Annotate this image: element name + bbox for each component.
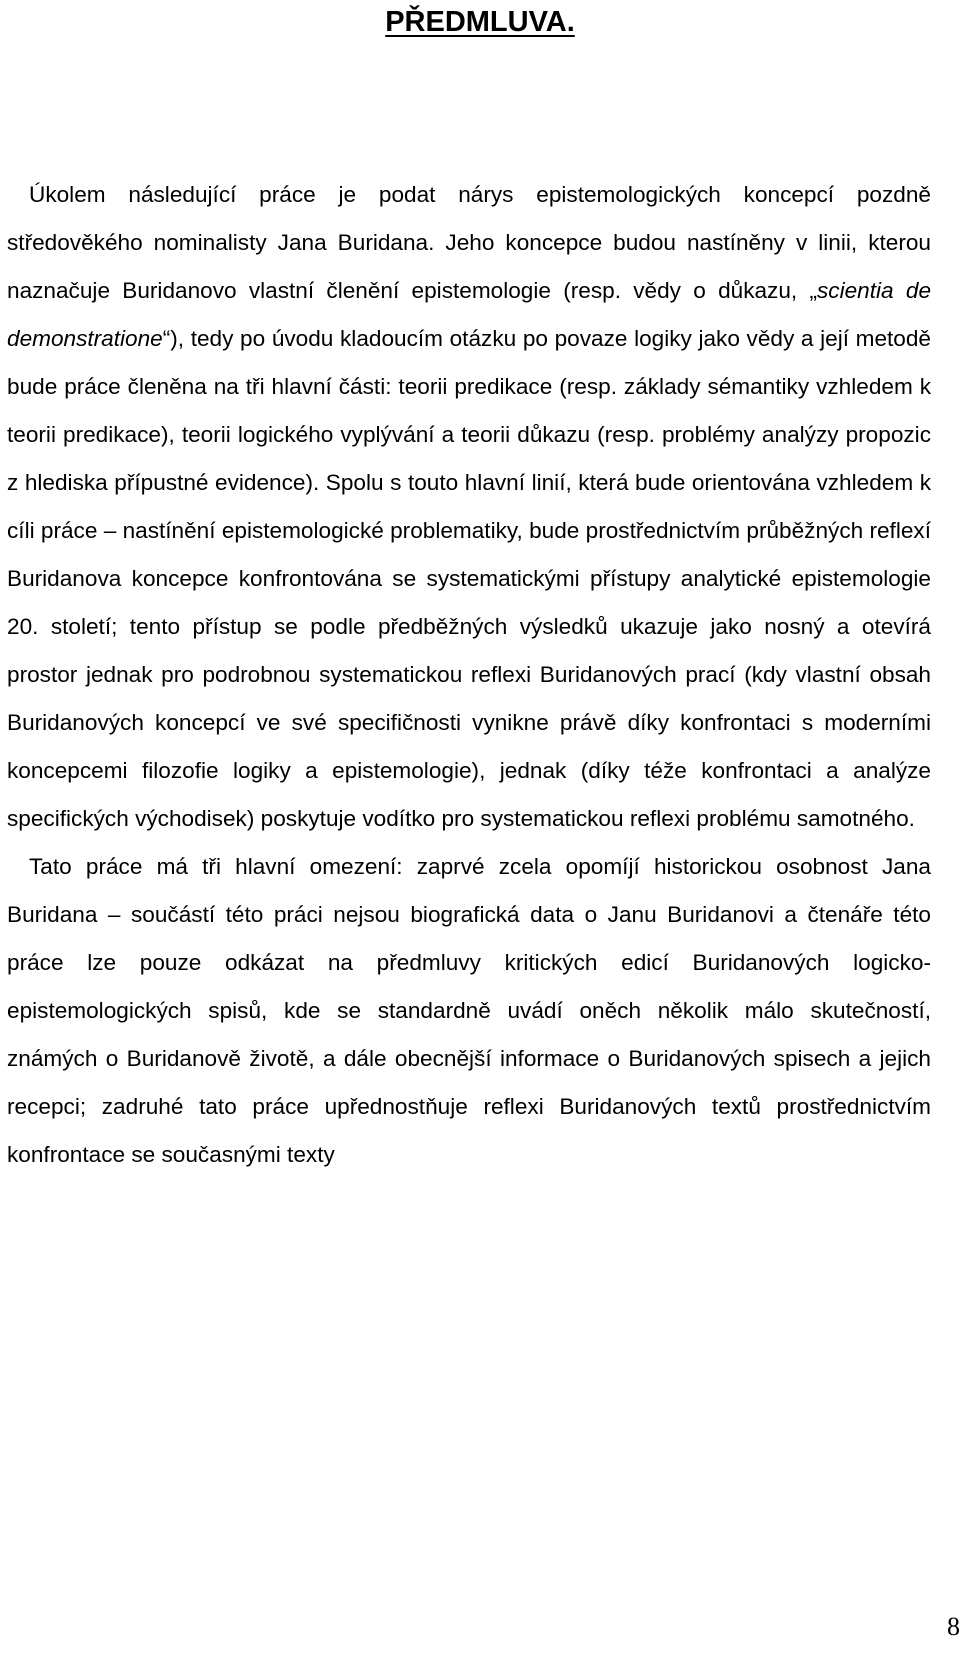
paragraph-1-italic-term: scientia de demonstratione xyxy=(7,278,932,351)
paragraph-1 xyxy=(7,171,931,843)
paragraph-1-text-start: Úkolem následující práce je podat nárys epistemologických koncepcí pozdně středověkého nominalisty Jana Buridana. Jeho koncepce budou nastíněny v linii, kterou naznačuje Buridanovo vlastní členění epistemologie (resp. vědy o důkazu, „ xyxy=(7,182,931,303)
page-title: PŘEDMLUVA. xyxy=(385,6,575,38)
body-text xyxy=(7,171,931,1179)
page-number: 8 xyxy=(947,1612,960,1641)
paragraph-2: Tato práce má tři hlavní omezení: zaprvé zcela opomíjí historickou osobnost Jana Buridana – součástí této práci nejsou biografická data o Janu Buridanovi a čtenáře této práce lze pouze odkázat na předmluvy kritických edicí Buridanových logicko-epistemologických spisů, kde se standardně uvádí oněch několik málo skutečností, známých o Buridanově životě, a dále obecnější informace o Buridanových spisech a jejich recepci; zadruhé tato práce upřednostňuje reflexi Buridanových textů prostřednictvím konfrontace se současnými texty xyxy=(7,854,931,1167)
paragraph-1-text-end: “), tedy po úvodu kladoucím otázku po povaze logiky jako vědy a její metodě bude práce členěna na tři hlavní části: teorii predikace (resp. základy sémantiky vzhledem k teorii predikace), teorii logického vyplývání a teorii důkazu (resp. problémy analýzy propozic z hlediska přípustné evidence). Spolu s touto hlavní linií, která bude orientována vzhledem k cíli práce – nastínění epistemologické problematiky, bude prostřednictvím průběžných reflexí Buridanova koncepce konfrontována se systematickými přístupy analytické epistemologie 20. století; tento přístup se podle předběžných výsledků ukazuje jako nosný a otevírá prostor jednak pro podrobnou systematickou reflexi Buridanových prací (kdy vlastní obsah Buridanových koncepcí ve své specifičnosti vynikne právě díky konfrontaci s moderními koncepcemi filozofie logiky a epistemologie), jednak (díky téže konfrontaci a analýze specifických východisek) poskytuje vodítko pro systematickou reflexi problému samotného. xyxy=(7,326,931,831)
